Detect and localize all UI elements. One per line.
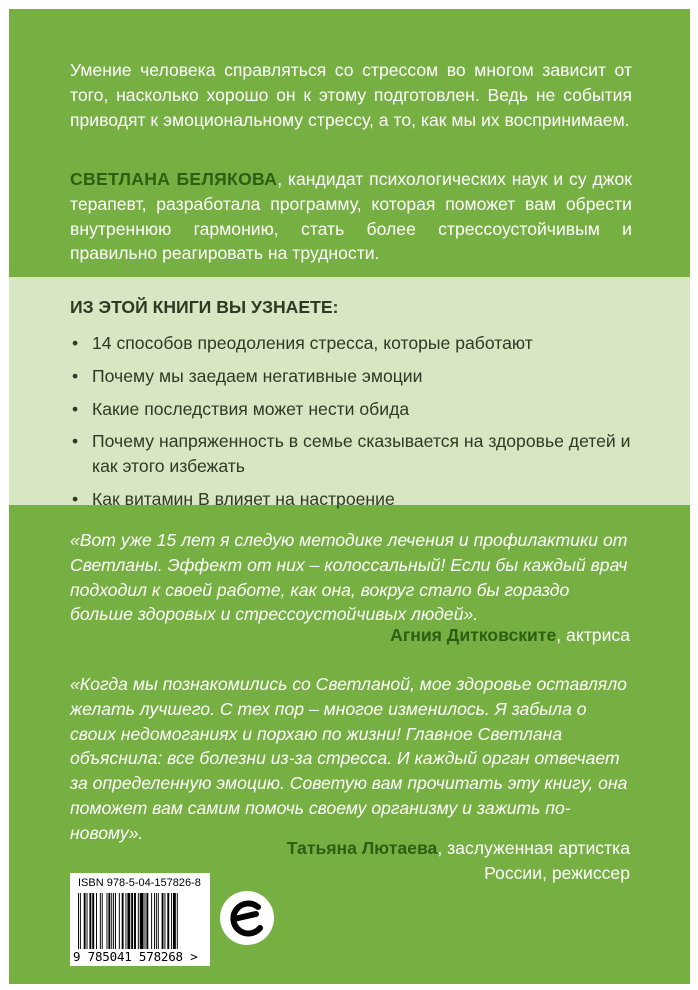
barcode-bar — [92, 893, 94, 949]
barcode-bar — [131, 893, 133, 949]
barcode-bar — [111, 893, 112, 949]
testimonial-attribution-2 — [230, 836, 630, 886]
author-name: СВЕТЛАНА БЕЛЯКОВА — [70, 169, 278, 189]
barcode-bar — [156, 893, 157, 949]
barcode-bar — [138, 893, 139, 949]
barcode-bar — [122, 893, 124, 949]
list-item: • 14 способов преодоления стресса, которые работают — [70, 331, 640, 356]
barcode-bar — [127, 893, 130, 949]
barcode-bar — [80, 893, 81, 949]
isbn-label: ISBN 978-5-04-157826-8 — [78, 877, 201, 889]
learn-list — [70, 323, 640, 512]
barcode-bar — [107, 893, 108, 949]
list-item: • Какие последствия может нести обида — [70, 397, 640, 422]
testimonial-quote-1: «Вот уже 15 лет я следую методике лечения и профилактики от Светланы. Эффект от них – колоссальный! Если бы каждый врач подходил к своей работе, как она, вокруг стало бы гораздо больше здоровых и стрессоустойчивых людей». — [70, 530, 628, 625]
testimonial-author-1: Агния Дитковските — [390, 625, 557, 645]
barcode-bar — [167, 893, 169, 949]
isbn-barcode — [70, 873, 210, 966]
testimonial-quote-2: «Когда мы познакомились со Светланой, мое здоровье оставляло желать лучшего. С тех пор – многое изменилось. Я забыла о своих недомоганиях и порхаю по жизни! Главное Светлана объяснила: все болезни из-за стресса. И каждый орган отвечает за определенную эмоцию. Советую вам прочитать эту книгу, она поможет вам самим помочь своему организму и зажить по-новому». — [70, 674, 628, 843]
learn-title: ИЗ ЭТОЙ КНИГИ ВЫ УЗНАЕТЕ: — [70, 297, 339, 317]
testimonial-role-1: , актриса — [556, 625, 630, 645]
barcode-bar — [154, 893, 155, 949]
barcode-bar — [134, 893, 136, 949]
barcode-bar — [151, 893, 152, 949]
barcode-bar — [164, 893, 165, 949]
barcode-bar — [96, 893, 97, 949]
list-item: • Почему мы заедаем негативные эмоции — [70, 364, 640, 389]
barcode-bar — [171, 893, 172, 949]
barcode-bar — [87, 893, 88, 949]
barcode-bar — [84, 893, 86, 949]
barcode-bar — [89, 893, 91, 949]
barcode-bar — [113, 893, 114, 949]
barcode-bar — [177, 893, 178, 949]
barcode-bar — [158, 893, 159, 949]
barcode-bar — [100, 893, 101, 949]
barcode-bar — [108, 893, 110, 949]
barcode-bar — [140, 893, 144, 949]
book-back-cover — [9, 9, 690, 984]
barcode-bar — [162, 893, 164, 949]
barcode-bar — [115, 893, 116, 949]
testimonial-author-2: Татьяна Лютаева — [286, 838, 438, 858]
barcode-bar — [145, 893, 146, 949]
barcode-bar — [119, 893, 120, 949]
learn-panel — [9, 277, 690, 509]
barcode-bar — [173, 893, 176, 949]
list-item: • Как витамин B влияет на настроение — [70, 487, 640, 512]
eksmo-e-logo-icon — [219, 890, 275, 946]
list-item: • Почему напряженность в семье сказывается на здоровье детей и как этого избежать — [70, 429, 640, 479]
intro-paragraph: Умение человека справляться со стрессом во многом зависит от того, насколько хорошо он к этому подготовлен. Ведь не события приводят к эмоциональному стрессу, а то, как мы их воспринимаем. — [70, 60, 632, 130]
barcode-bar — [146, 893, 148, 949]
barcode-bar — [78, 893, 79, 949]
testimonial-role-2: , заслуженная артистка России, режиссер — [437, 838, 630, 883]
author-paragraph — [70, 167, 632, 266]
barcode-bar — [126, 893, 127, 949]
barcode-digits: 9 785041 578268 > — [73, 949, 198, 964]
barcode-bar — [102, 893, 103, 949]
author-bio: , кандидат психологических наук и су джок терапевт, разработала программу, которая поможет вам обрести внутреннюю гармонию, стать более стрессоустойчивым и правильно реагировать на трудности. — [70, 169, 633, 264]
testimonial-attribution-1 — [230, 623, 630, 648]
barcode-bars — [78, 893, 202, 949]
